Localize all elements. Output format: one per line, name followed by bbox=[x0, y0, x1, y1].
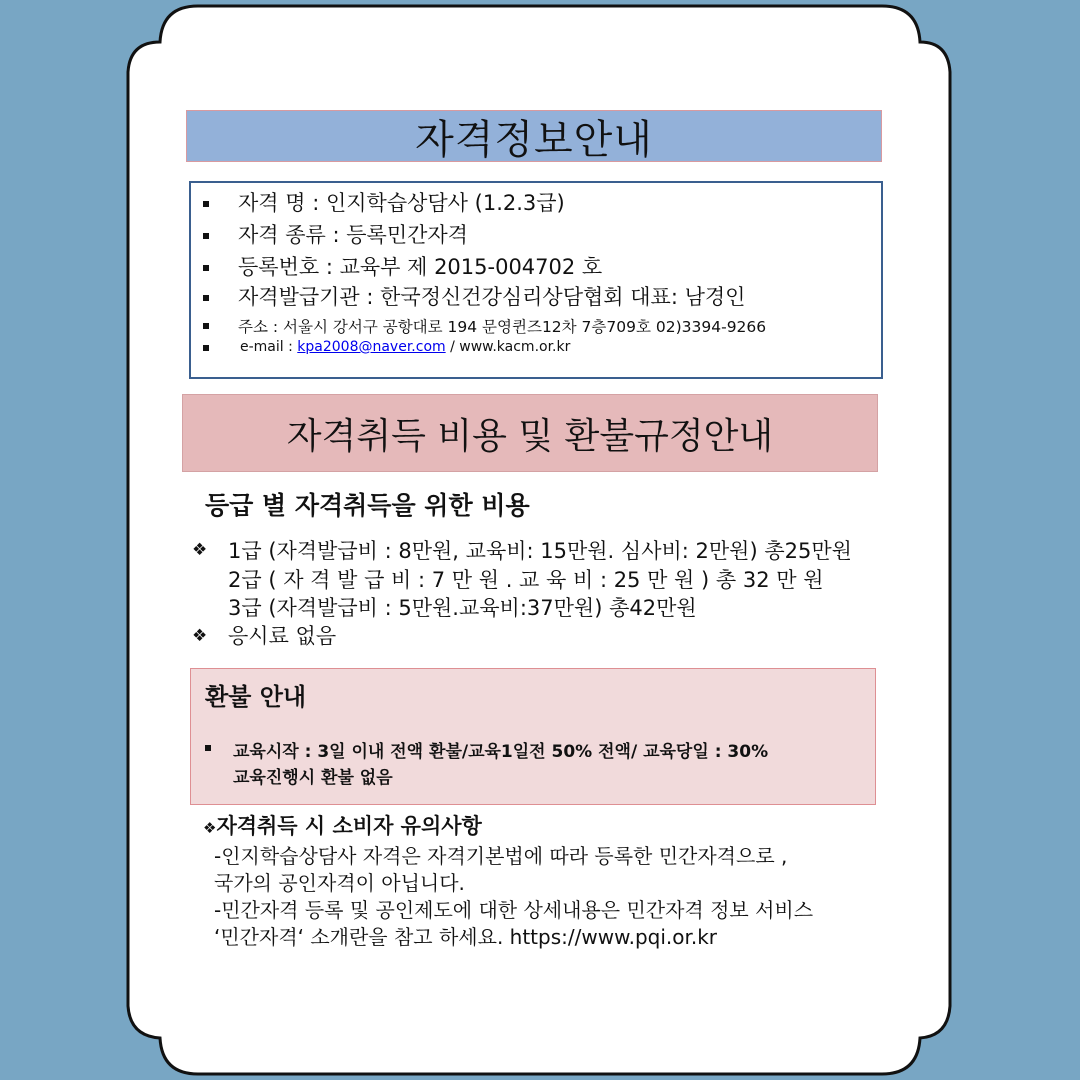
notice-line-4: ‘민간자격‘ 소개란을 참고 하세요. https://www.pqi.or.kr bbox=[214, 925, 718, 949]
bullet-square-icon bbox=[205, 745, 211, 751]
qualification-info-box: 자격 명 : 인지학습상담사 (1.2.3급) 자격 종류 : 등록민간자격 등록번호 : 교육부 제 2015-004702 호 자격발급기관 : 한국정신건강심리상담협회 대표: 남경인 주소 : 서울시 강서구 공항대로 194 문영퀸즈12차 7층709호 02)3394-9266 e-mail : kpa2008@naver.com / www.kacm.or.kr bbox=[189, 181, 883, 379]
qualification-info-title: 자격정보안내 bbox=[186, 110, 882, 162]
fee-line-grade2: 2급 ( 자 격 발 급 비 : 7 만 원 . 교 육 비 : 25 만 원 ) 총 32 만 원 bbox=[228, 568, 824, 592]
fees-title: 자격취득 비용 및 환불규정안내 bbox=[182, 394, 878, 472]
notice-line-1: -인지학습상담사 자격은 자격기본법에 따라 등록한 민간자격으로 , bbox=[214, 844, 788, 868]
notice-heading: ❖자격취득 시 소비자 유의사항 bbox=[203, 814, 482, 838]
email-link[interactable]: kpa2008@naver.com bbox=[297, 339, 446, 355]
notice-line-3: -민간자격 등록 및 공인제도에 대한 상세내용은 민간자격 정보 서비스 bbox=[214, 898, 814, 922]
bullet-square-icon bbox=[203, 265, 209, 271]
diamond-bullet-icon: ❖ bbox=[203, 819, 217, 837]
refund-box bbox=[190, 668, 876, 805]
fees-heading: 등급 별 자격취득을 위한 비용 bbox=[205, 491, 530, 520]
refund-text-line1: 교육시작 : 3일 이내 전액 환불/교육1일전 50% 전액/ 교육당일 : 30% bbox=[233, 742, 769, 762]
refund-title: 환불 안내 bbox=[205, 683, 307, 711]
bullet-square-icon bbox=[203, 345, 209, 351]
notice-line-2: 국가의 공인자격이 아닙니다. bbox=[214, 871, 465, 895]
website-text: / www.kacm.or.kr bbox=[445, 339, 571, 355]
exam-fee-line: 응시료 없음 bbox=[228, 624, 337, 648]
refund-text-line2: 교육진행시 환불 없음 bbox=[233, 768, 393, 788]
bullet-square-icon bbox=[203, 233, 209, 239]
fee-line-grade1: 1급 (자격발급비 : 8만원, 교육비: 15만원. 심사비: 2만원) 총25만원 bbox=[228, 539, 852, 563]
bullet-square-icon bbox=[203, 295, 209, 301]
diamond-bullet-icon: ❖ bbox=[192, 626, 208, 646]
fee-line-grade3: 3급 (자격발급비 : 5만원.교육비:37만원) 총42만원 bbox=[228, 596, 697, 620]
refund-text bbox=[233, 739, 768, 791]
email-label: e-mail : bbox=[240, 339, 298, 355]
bullet-square-icon bbox=[203, 323, 209, 329]
bullet-square-icon bbox=[203, 201, 209, 207]
diamond-bullet-icon: ❖ bbox=[192, 540, 208, 560]
